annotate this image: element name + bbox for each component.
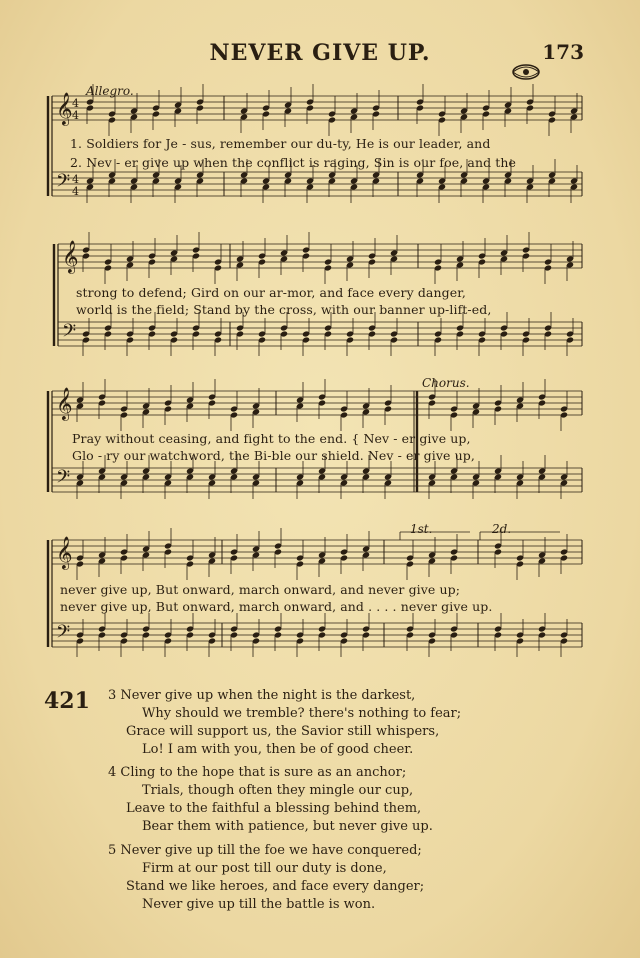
- page-number: 173: [542, 40, 584, 64]
- hymn-title: NEVER GIVE UP.: [209, 40, 431, 66]
- lyric-line: 1. Soldiers for Je - sus, remember our du-ty, He is our leader, and: [70, 136, 491, 151]
- stanza-line: Trials, though often they mingle our cup,: [142, 783, 414, 798]
- hymn-number: 421: [44, 688, 90, 714]
- stanza-line: Never give up till the battle is won.: [142, 897, 376, 912]
- svg-text:4: 4: [72, 173, 79, 186]
- first-ending-label: 1st.: [410, 522, 433, 536]
- stanza-line: 4 Cling to the hope that is sure as an anchor;: [108, 765, 407, 780]
- lyric-line: 2. Nev - er give up when the conflict is raging, Sin is our foe, and the: [70, 155, 517, 170]
- svg-text:𝄢: 𝄢: [56, 171, 71, 196]
- chorus-label: Chorus.: [422, 376, 470, 390]
- stanza-line: Bear them with patience, but never give up.: [142, 819, 433, 834]
- stanza-line: Grace will support us, the Savior still whispers,: [126, 724, 440, 739]
- second-ending-label: 2d.: [492, 522, 512, 536]
- stanza-line: Stand we like heroes, and face every danger;: [126, 879, 425, 894]
- svg-text:𝄢: 𝄢: [56, 467, 71, 492]
- lyric-line: never give up, But onward, march onward, and . . . . never give up.: [60, 599, 493, 614]
- svg-text:4: 4: [72, 97, 79, 110]
- stanza-line: Firm at our post till our duty is done,: [142, 861, 387, 876]
- svg-text:𝄞: 𝄞: [62, 240, 79, 273]
- svg-text:𝄞: 𝄞: [56, 387, 73, 420]
- lyric-line: Pray without ceasing, and fight to the end. { Nev - er give up,: [72, 431, 471, 446]
- svg-text:𝄞: 𝄞: [56, 536, 73, 569]
- svg-text:4: 4: [72, 185, 79, 198]
- lyric-line: Glo - ry our watchword, the Bi-ble our shield. Nev - er give up,: [72, 448, 475, 463]
- stanza-line: Lo! I am with you, then be of good cheer.: [142, 742, 414, 757]
- stanza-line: Leave to the faithful a blessing behind them,: [126, 801, 422, 816]
- svg-text:𝄢: 𝄢: [56, 622, 71, 647]
- lyric-line: strong to defend; Gird on our ar-mor, and face every danger,: [76, 285, 467, 300]
- svg-text:𝄢: 𝄢: [62, 321, 77, 346]
- tempo-marking: Allegro.: [86, 84, 134, 98]
- svg-text:4: 4: [72, 109, 79, 122]
- svg-text:𝄞: 𝄞: [56, 92, 73, 125]
- lyric-line: world is the field; Stand by the cross, with our banner up-lift-ed,: [76, 302, 492, 317]
- lyric-line: never give up, But onward, march onward, and never give up;: [60, 582, 461, 597]
- stanza-line: Why should we tremble? there's nothing to fear;: [142, 706, 462, 721]
- stanza-line: 3 Never give up when the night is the darkest,: [108, 688, 416, 703]
- stanza-line: 5 Never give up till the foe we have conquered;: [108, 843, 422, 858]
